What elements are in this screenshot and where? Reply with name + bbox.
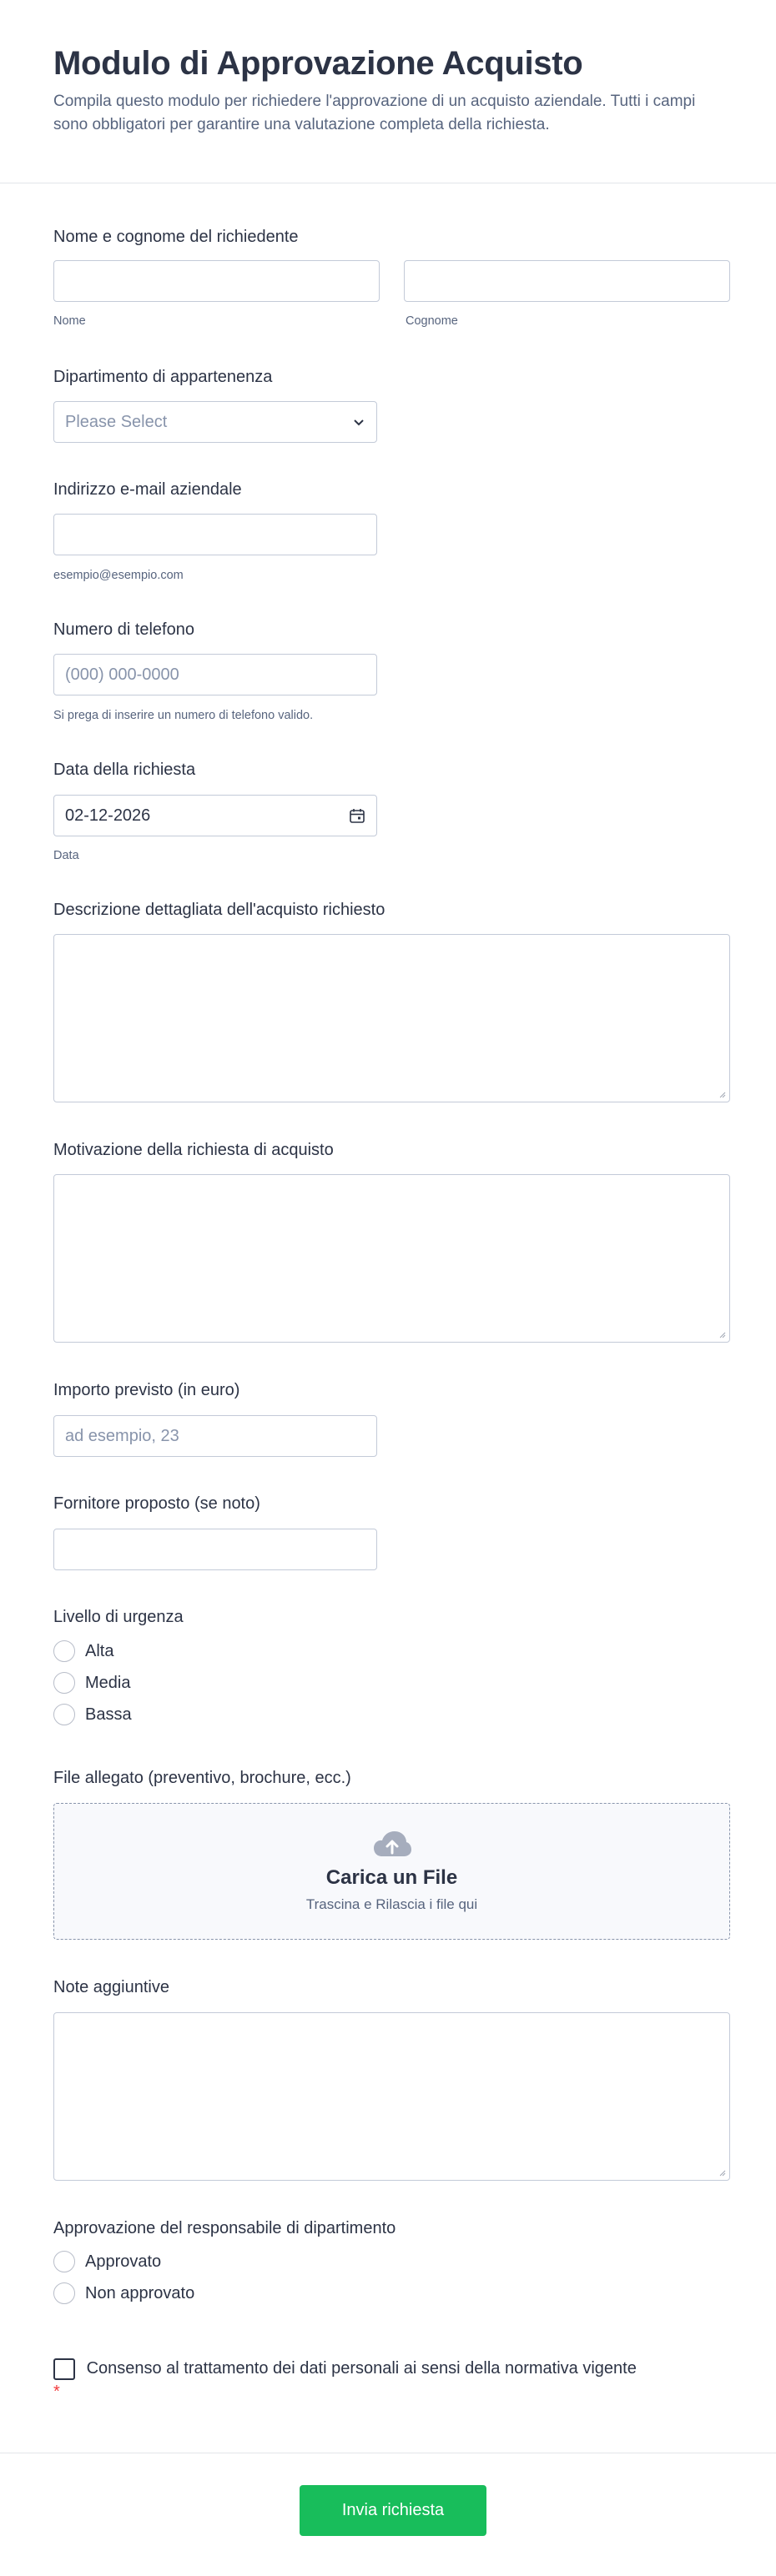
approval-label: Approvazione del responsabile di dipartimento — [53, 2219, 396, 2237]
notes-label: Note aggiuntive — [53, 1978, 169, 1996]
upload-subtitle: Trascina e Rilascia i file qui — [305, 1896, 478, 1912]
department-select[interactable] — [53, 401, 377, 443]
amount-placeholder: ad esempio, 23 — [65, 1426, 179, 1445]
first-name-sublabel: Nome — [53, 314, 86, 328]
chevron-down-icon — [352, 415, 365, 429]
consent-checkbox[interactable] — [53, 2358, 75, 2380]
date-input[interactable] — [53, 795, 377, 836]
phone-input[interactable] — [53, 654, 377, 695]
calendar-icon[interactable] — [349, 807, 365, 824]
notes-textarea[interactable] — [53, 2012, 730, 2181]
first-name-input[interactable] — [53, 260, 380, 302]
approval-option[interactable] — [53, 2282, 194, 2305]
phone-placeholder: (000) 000-0000 — [65, 665, 179, 684]
radio-button[interactable] — [53, 1704, 75, 1725]
form-header — [0, 0, 776, 183]
urgency-option[interactable] — [53, 1703, 132, 1726]
resize-handle-icon[interactable] — [718, 1090, 726, 1098]
consent-field — [53, 2357, 637, 2403]
date-label: Data della richiesta — [53, 761, 196, 779]
email-input[interactable] — [53, 514, 377, 555]
required-mark: * — [53, 2383, 60, 2401]
radio-button[interactable] — [53, 1640, 75, 1662]
urgency-option[interactable] — [53, 1640, 113, 1663]
phone-sublabel: Si prega di inserire un numero di telefono valido. — [53, 709, 314, 722]
supplier-label: Fornitore proposto (se noto) — [53, 1494, 260, 1513]
radio-button[interactable] — [53, 2251, 75, 2272]
form-description: Compila questo modulo per richiedere l'approvazione di un acquisto aziendale. Tutti i campi sono obbligatori per garantire una valutazione completa della richiesta. — [53, 93, 696, 133]
radio-button[interactable] — [53, 2282, 75, 2304]
file-upload-dropzone[interactable] — [53, 1803, 730, 1940]
name-label: Nome e cognome del richiedente — [53, 228, 299, 246]
motivation-textarea[interactable] — [53, 1174, 730, 1343]
attachment-label: File allegato (preventivo, brochure, ecc.) — [53, 1769, 351, 1787]
approval-option[interactable] — [53, 2250, 161, 2273]
email-sublabel: esempio@esempio.com — [53, 569, 184, 582]
radio-label: Approvato — [85, 2252, 162, 2271]
resize-handle-icon[interactable] — [718, 1330, 726, 1338]
phone-label: Numero di telefono — [53, 620, 194, 639]
urgency-option[interactable] — [53, 1671, 130, 1695]
department-placeholder: Please Select — [65, 412, 168, 431]
radio-label: Non approvato — [85, 2283, 195, 2302]
date-sublabel: Data — [53, 849, 79, 862]
description-textarea[interactable] — [53, 934, 730, 1102]
last-name-input[interactable] — [404, 260, 730, 302]
date-value: 02-12-2026 — [65, 806, 151, 825]
radio-label: Alta — [85, 1641, 114, 1660]
department-label: Dipartimento di appartenenza — [53, 368, 273, 386]
radio-label: Bassa — [85, 1705, 132, 1724]
radio-button[interactable] — [53, 1672, 75, 1694]
form-footer — [0, 2453, 776, 2576]
motivation-label: Motivazione della richiesta di acquisto — [53, 1141, 334, 1159]
consent-label: Consenso al trattamento dei dati personali ai sensi della normativa vigente — [86, 2359, 637, 2378]
amount-label: Importo previsto (in euro) — [53, 1381, 240, 1399]
radio-label: Media — [85, 1673, 131, 1692]
resize-handle-icon[interactable] — [718, 2168, 726, 2177]
description-label: Descrizione dettagliata dell'acquisto richiesto — [53, 901, 385, 919]
cloud-upload-icon — [372, 1830, 412, 1860]
last-name-sublabel: Cognome — [406, 314, 458, 328]
amount-input[interactable] — [53, 1415, 377, 1457]
urgency-label: Livello di urgenza — [53, 1608, 184, 1626]
form-title: Modulo di Approvazione Acquisto — [53, 45, 583, 82]
submit-button[interactable]: Invia richiesta — [300, 2485, 486, 2536]
email-label: Indirizzo e-mail aziendale — [53, 480, 242, 499]
upload-title: Carica un File — [325, 1866, 458, 1889]
supplier-input[interactable] — [53, 1529, 377, 1570]
